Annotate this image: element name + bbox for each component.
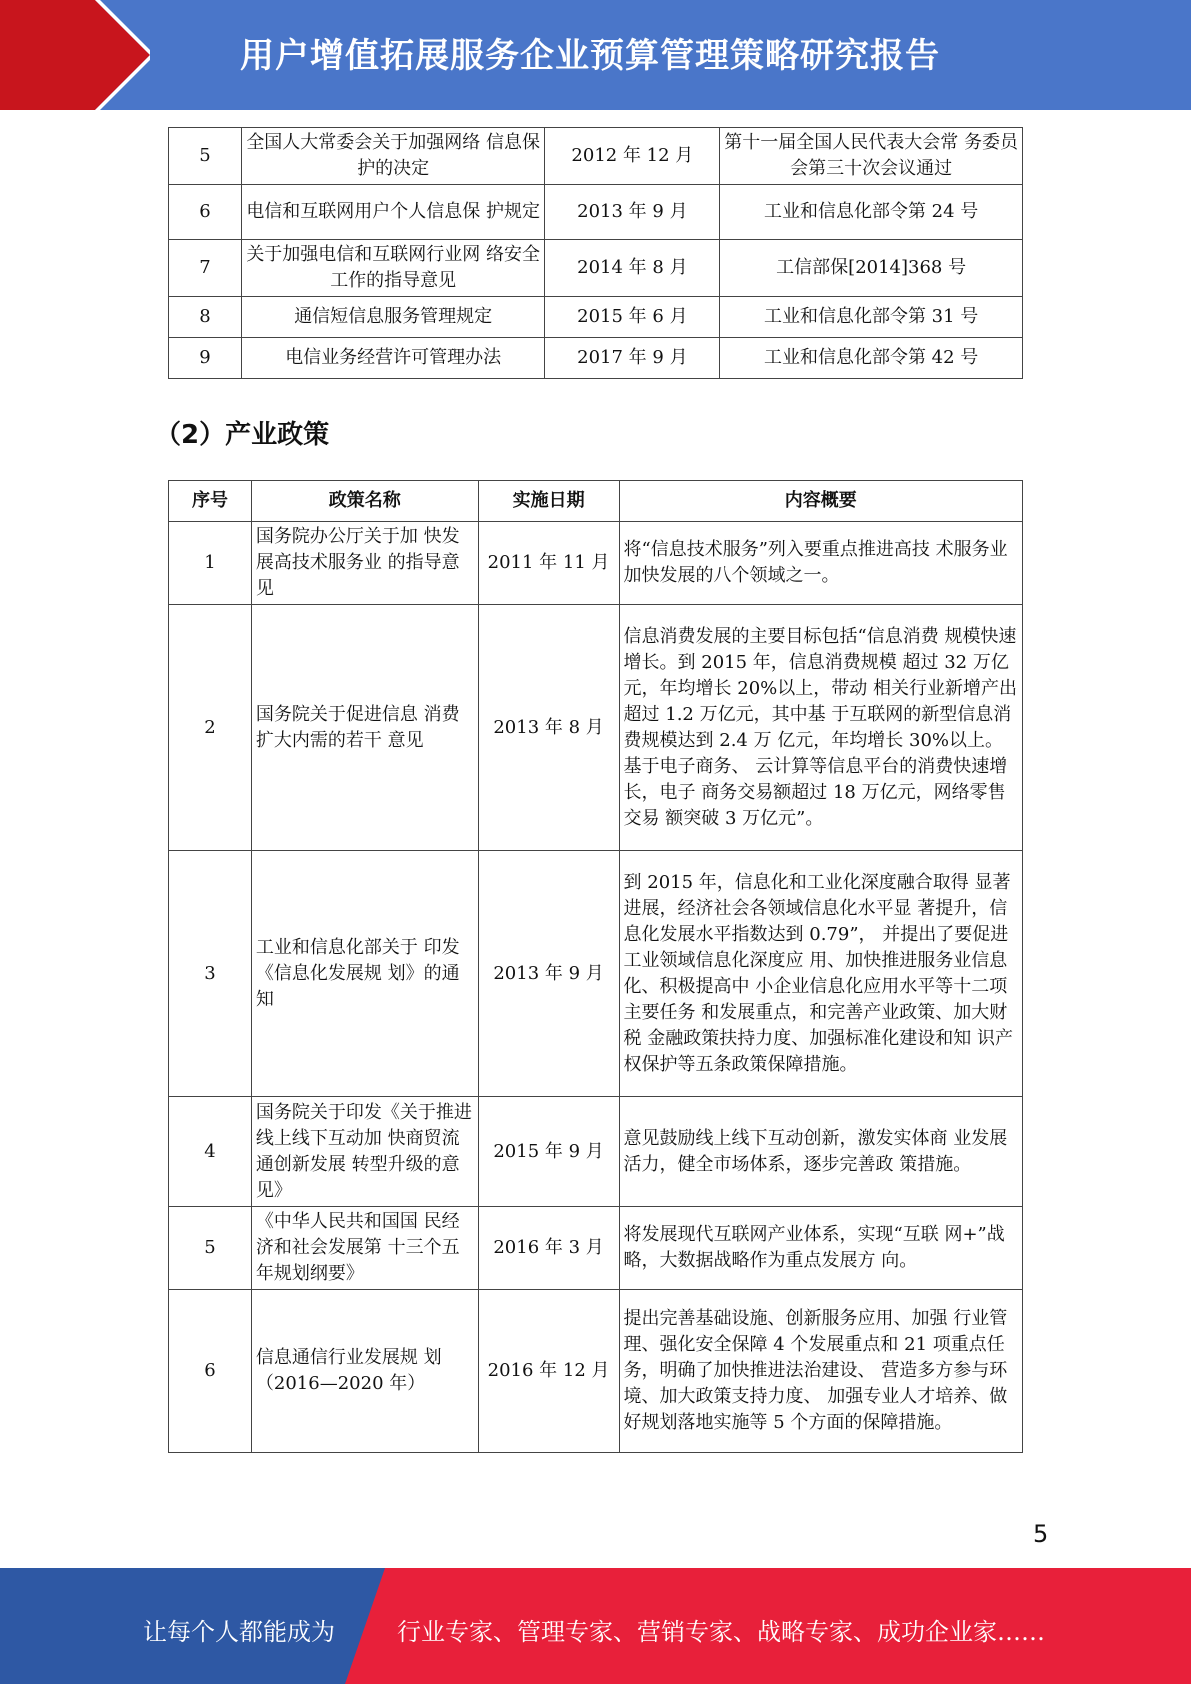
section-heading: （2）产业政策 [155, 420, 330, 450]
policy-date: 2016 年 12 月 [478, 1290, 619, 1453]
industry-policy-table [168, 480, 1023, 1453]
policy-summary: 意见鼓励线上线下互动创新，激发实体商 业发展活力，健全市场体系，逐步完善政 策措施。 [619, 1097, 1022, 1207]
row-number: 6 [169, 185, 242, 240]
row-number: 4 [169, 1097, 252, 1207]
policy-date: 2015 年 9 月 [478, 1097, 619, 1207]
footer-slogan-left: 让每个人都能成为 [143, 1618, 335, 1646]
row-number: 6 [169, 1290, 252, 1453]
policy-name: 国务院办公厅关于加 快发展高技术服务业 的指导意见 [251, 522, 478, 605]
policy-summary: 到 2015 年，信息化和工业化深度融合取得 显著进展，经济社会各领域信息化水平显 著提升，信息化发展水平指数达到 0.79”， 并提出了要促进工业领域信息化深度应 用、加快推进服务业信息化、积极提高中 小企业信息化应用水平等十二项主要任务 和发展重点，和完善产业政策、加大财税 金融政策扶持力度、加强标准化建设和知 识产权保护等五条政策保障措施。 [619, 851, 1022, 1097]
table-row [169, 605, 1023, 851]
header-no: 序号 [169, 481, 252, 522]
header-name: 政策名称 [251, 481, 478, 522]
row-number: 3 [169, 851, 252, 1097]
row-number: 7 [169, 240, 242, 297]
regulation-name: 关于加强电信和互联网行业网 络安全工作的指导意见 [241, 240, 545, 297]
footer-slogan-right: 行业专家、管理专家、营销专家、战略专家、成功企业家…… [397, 1618, 1045, 1646]
row-number: 5 [169, 128, 242, 185]
table-row [169, 522, 1023, 605]
regulation-date: 2017 年 9 月 [545, 338, 720, 379]
policy-date: 2016 年 3 月 [478, 1207, 619, 1290]
policy-name: 工业和信息化部关于 印发《信息化发展规 划》的通知 [251, 851, 478, 1097]
regulation-date: 2013 年 9 月 [545, 185, 720, 240]
header-title: 用户增值拓展服务企业预算管理策略研究报告 [240, 36, 940, 76]
policy-summary: 提出完善基础设施、创新服务应用、加强 行业管理、强化安全保障 4 个发展重点和 21 项重点任务，明确了加快推进法治建设、 营造多方参与环境、加大政策支持力度、 加强专业人才培养、做好规划落地实施等 5 个方面的保障措施。 [619, 1290, 1022, 1453]
policy-name: 国务院关于印发《关于推进线上线下互动加 快商贸流通创新发展 转型升级的意见》 [251, 1097, 478, 1207]
regulation-name: 电信和互联网用户个人信息保 护规定 [241, 185, 545, 240]
row-number: 2 [169, 605, 252, 851]
regulation-remark: 工业和信息化部令第 42 号 [720, 338, 1023, 379]
table-row [169, 851, 1023, 1097]
row-number: 5 [169, 1207, 252, 1290]
regulation-table [168, 127, 1023, 379]
table-row [169, 185, 1023, 240]
policy-summary: 将“信息技术服务”列入要重点推进高技 术服务业加快发展的八个领域之一。 [619, 522, 1022, 605]
header-summary: 内容概要 [619, 481, 1022, 522]
policy-summary: 信息消费发展的主要目标包括“信息消费 规模快速增长。到 2015 年，信息消费规模 超过 32 万亿元，年均增长 20%以上，带动 相关行业新增产出超过 1.2 万亿元，其中基 于互联网的新型信息消费规模达到 2.4 万 亿元，年均增长 30%以上。基于电子商务、 云计算等信息平台的消费快速增长，电子 商务交易额超过 18 万亿元，网络零售交易 额突破 3 万亿元”。 [619, 605, 1022, 851]
regulation-date: 2012 年 12 月 [545, 128, 720, 185]
regulation-remark: 工信部保[2014]368 号 [720, 240, 1023, 297]
table-row [169, 1097, 1023, 1207]
policy-date: 2013 年 9 月 [478, 851, 619, 1097]
table-row [169, 240, 1023, 297]
regulation-date: 2014 年 8 月 [545, 240, 720, 297]
regulation-name: 通信短信息服务管理规定 [241, 297, 545, 338]
table-row [169, 1290, 1023, 1453]
regulation-name: 电信业务经营许可管理办法 [241, 338, 545, 379]
table-row [169, 1207, 1023, 1290]
page-number: 5 [1033, 1520, 1049, 1548]
policy-date: 2013 年 8 月 [478, 605, 619, 851]
row-number: 1 [169, 522, 252, 605]
policy-summary: 将发展现代互联网产业体系，实现“互联 网+”战略，大数据战略作为重点发展方 向。 [619, 1207, 1022, 1290]
table-header-row [169, 481, 1023, 522]
header-date: 实施日期 [478, 481, 619, 522]
regulation-remark: 工业和信息化部令第 31 号 [720, 297, 1023, 338]
regulation-remark: 工业和信息化部令第 24 号 [720, 185, 1023, 240]
table-row [169, 338, 1023, 379]
regulation-name: 全国人大常委会关于加强网络 信息保护的决定 [241, 128, 545, 185]
table-row [169, 128, 1023, 185]
policy-name: 《中华人民共和国国 民经济和社会发展第 十三个五年规划纲要》 [251, 1207, 478, 1290]
row-number: 9 [169, 338, 242, 379]
table-row [169, 297, 1023, 338]
page-footer [0, 1568, 1191, 1684]
policy-name: 国务院关于促进信息 消费扩大内需的若干 意见 [251, 605, 478, 851]
regulation-date: 2015 年 6 月 [545, 297, 720, 338]
page-header [0, 0, 1191, 110]
row-number: 8 [169, 297, 242, 338]
regulation-remark: 第十一届全国人民代表大会常 务委员会第三十次会议通过 [720, 128, 1023, 185]
policy-date: 2011 年 11 月 [478, 522, 619, 605]
policy-name: 信息通信行业发展规 划（2016—2020 年） [251, 1290, 478, 1453]
header-red-arrow [0, 0, 150, 110]
